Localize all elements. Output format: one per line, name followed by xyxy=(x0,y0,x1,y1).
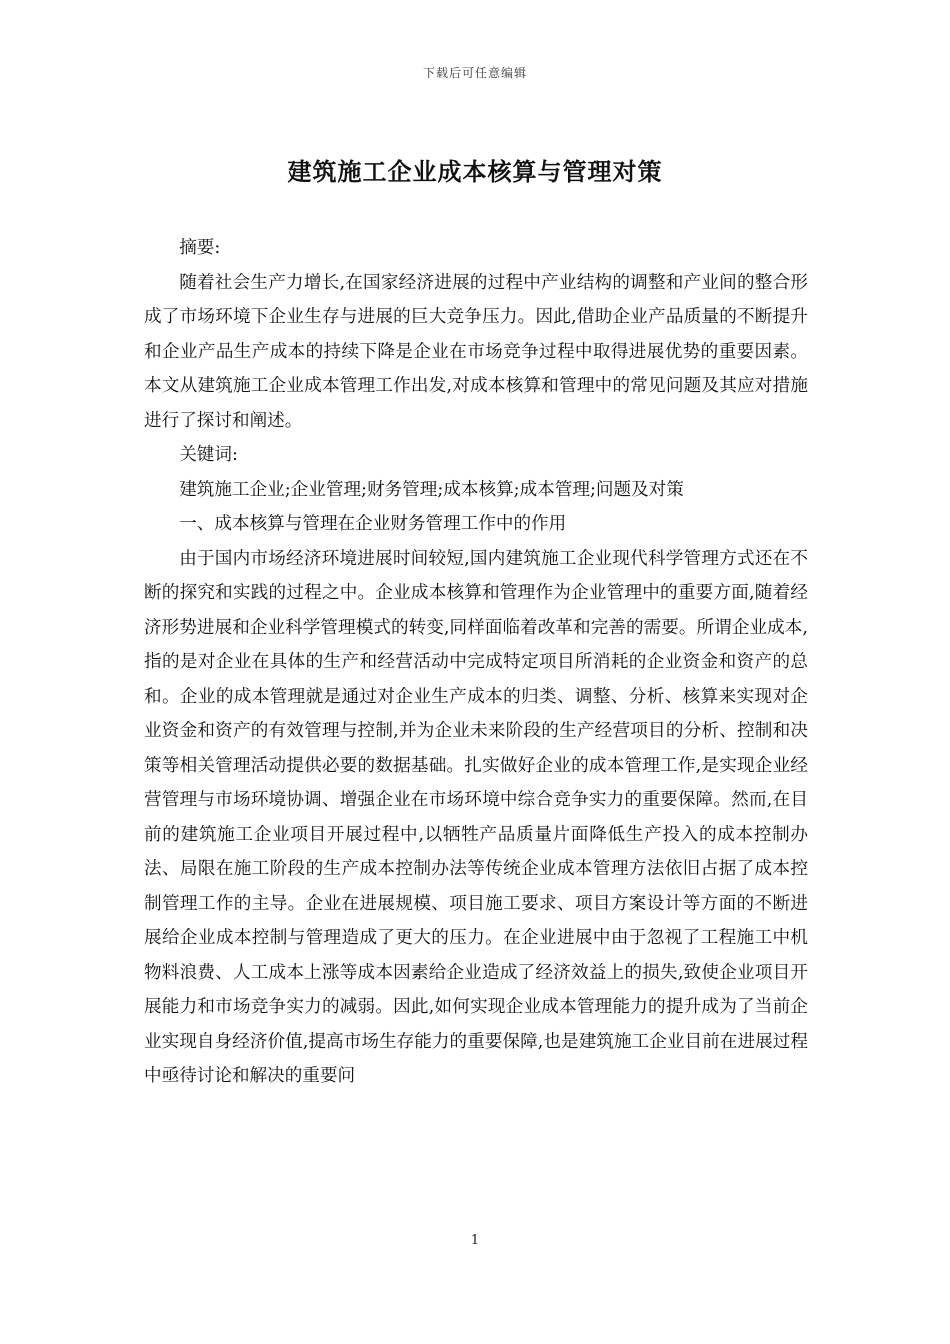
page-header-note: 下载后可任意编辑 xyxy=(422,66,527,80)
page-number: 1 xyxy=(470,1233,480,1248)
abstract-text: 随着社会生产力增长,在国家经济进展的过程中产业结构的调整和产业间的整合形成了市场环境下企业生存与进展的巨大竞争压力。因此,借助企业产品质量的不断提升和企业产品生产成本的持续下降是企业在市场竞争过程中取得进展优势的重要因素。本文从建筑施工企业成本管理工作出发,对成本核算和管理中的常见问题及其应对措施进行了探讨和阐述。 xyxy=(144,272,808,431)
document-title: 建筑施工企业成本核算与管理对策 xyxy=(287,157,663,186)
abstract-label: 摘要: xyxy=(179,238,221,258)
section-heading: 一、成本核算与管理在企业财务管理工作中的作用 xyxy=(179,514,567,534)
document-body xyxy=(144,231,808,1094)
keywords-text: 建筑施工企业;企业管理;财务管理;成本核算;成本管理;问题及对策 xyxy=(179,479,684,500)
section-paragraph: 由于国内市场经济环境进展时间较短,国内建筑施工企业现代科学管理方式还在不断的探究和实践的过程之中。企业成本核算和管理作为企业管理中的重要方面,随着经济形势进展和企业科学管理模式的转变,同样面临着改革和完善的需要。所谓企业成本,指的是对企业在具体的生产和经营活动中完成特定项目所消耗的企业资金和资产的总和。企业的成本管理就是通过对企业生产成本的归类、调整、分析、核算来实现对企业资金和资产的有效管理与控制,并为企业未来阶段的生产经营项目的分析、控制和决策等相关管理活动提供必要的数据基础。扎实做好企业的成本管理工作,是实现企业经营管理与市场环境协调、增强企业在市场环境中综合竞争实力的重要保障。然而,在目前的建筑施工企业项目开展过程中,以牺牲产品质量片面降低生产投入的成本控制办法、局限在施工阶段的生产成本控制办法等传统企业成本管理方法依旧占据了成本控制管理工作的主导。企业在进展规模、项目施工要求、项目方案设计等方面的不断进展给企业成本控制与管理造成了更大的压力。在企业进展中由于忽视了工程施工中机物料浪费、人工成本上涨等成本因素给企业造成了经济效益上的损失,致使企业项目开展能力和市场竞争实力的减弱。因此,如何实现企业成本管理能力的提升成为了当前企业实现自身经济价值,提高市场生存能力的重要保障,也是建筑施工企业目前在进展过程中亟待讨论和解决的重要问 xyxy=(144,548,808,1086)
keywords-label: 关键词: xyxy=(179,445,238,465)
